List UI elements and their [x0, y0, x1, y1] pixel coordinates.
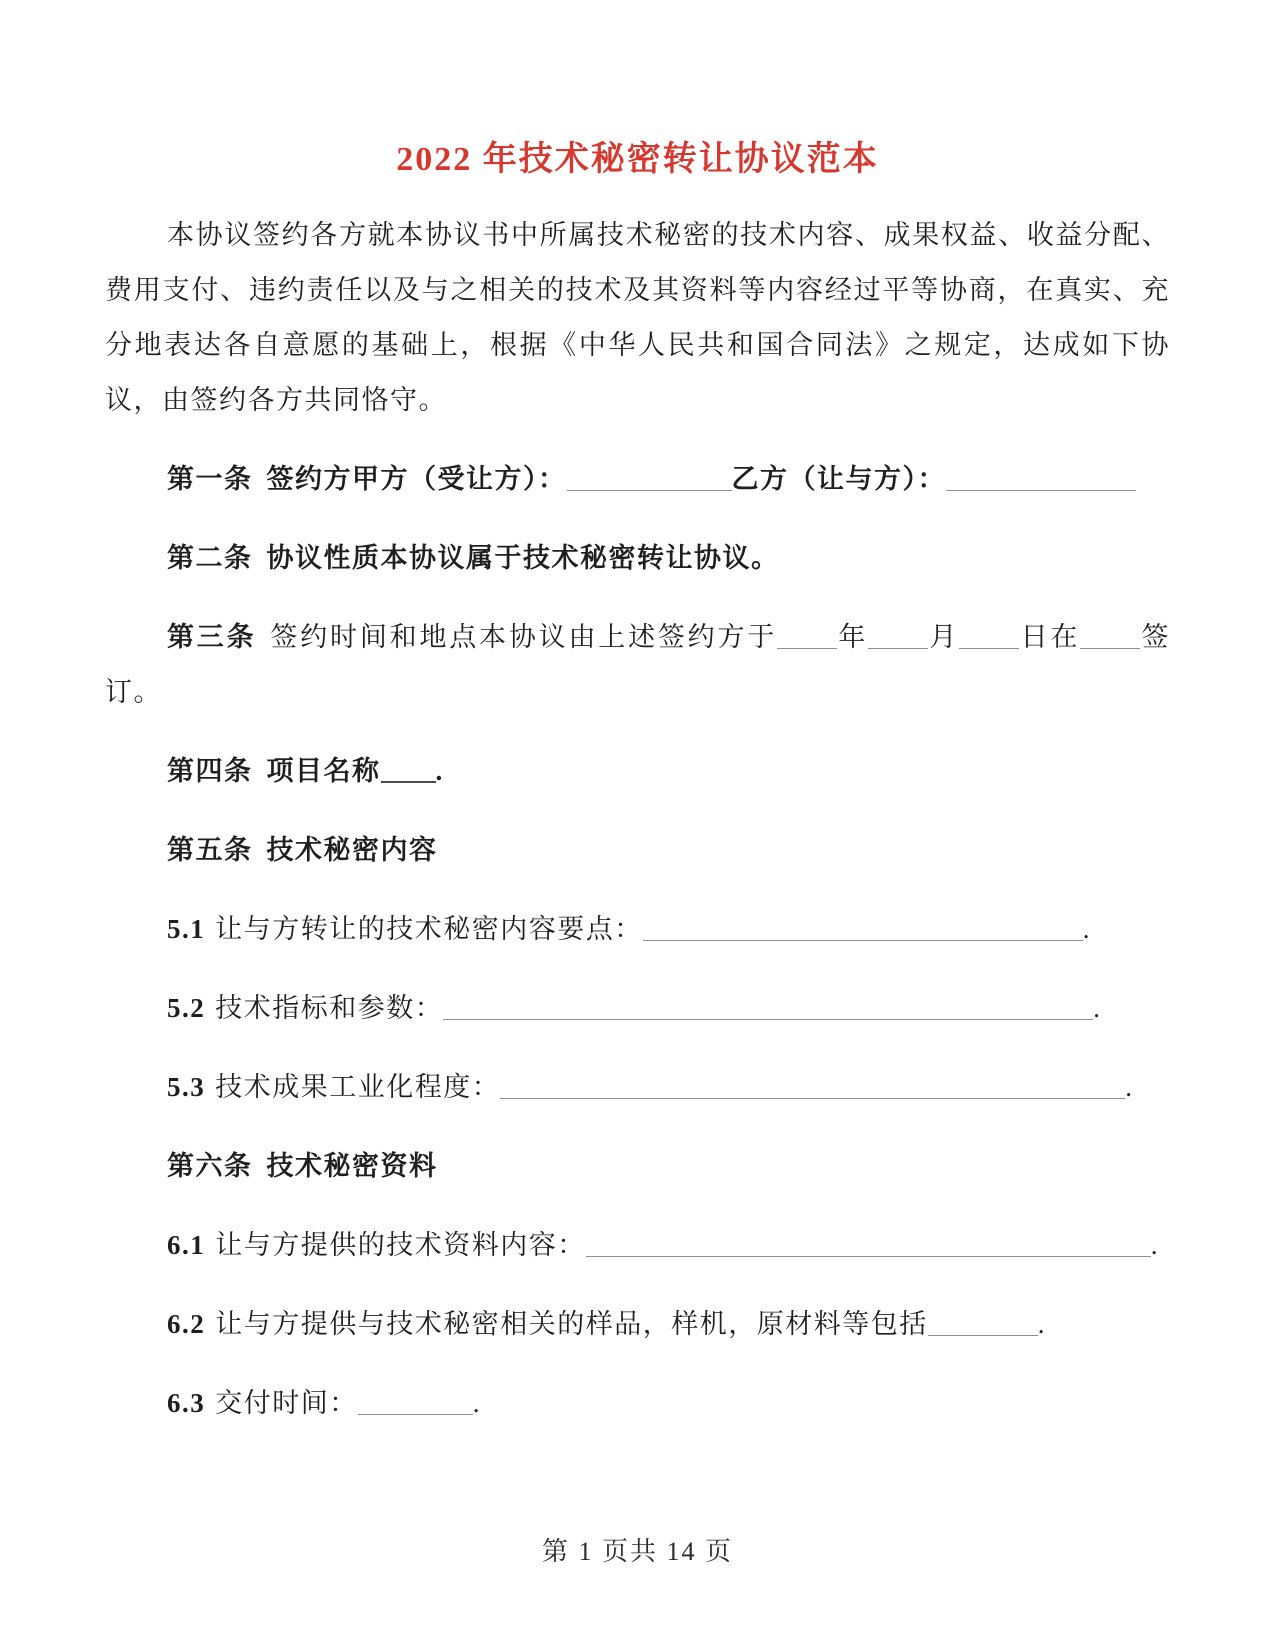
clause-6-text: 技术秘密资料: [266, 1151, 438, 1181]
clause-5: [105, 823, 1170, 878]
item-5-3-period: .: [1125, 1072, 1134, 1102]
blank-line-tech-params: [443, 993, 1093, 1020]
item-5-1-text: 让与方转让的技术秘密内容要点：: [215, 914, 643, 944]
item-6-1-text: 让与方提供的技术资料内容：: [215, 1230, 586, 1260]
intro-paragraph: 本协议签约各方就本协议书中所属技术秘密的技术内容、成果权益、收益分配、费用支付、违约责任以及与之相关的技术及其资料等内容经过平等协商，在真实、充分地表达各自意愿的基础上，根据《中华人民共和国合同法》之规定，达成如下协议，由签约各方共同恪守。: [105, 220, 1170, 415]
item-5-3: [105, 1060, 1170, 1115]
item-6-2-period: .: [1037, 1309, 1046, 1339]
item-5-1-number: 5.1: [167, 914, 206, 944]
item-5-1-period: .: [1082, 914, 1091, 944]
clause-3: [105, 610, 1170, 720]
clause-3-tail-text: 签订。: [105, 622, 1171, 707]
item-5-3-number: 5.3: [167, 1072, 206, 1102]
item-6-2-text: 让与方提供与技术秘密相关的样品，样机，原材料等包括: [215, 1309, 928, 1339]
clause-1-party-b-text: 乙方（让与方）：: [731, 464, 946, 494]
page-number: 第 1 页共 14 页: [541, 1537, 733, 1566]
clause-4-label: 第四条: [167, 756, 253, 786]
item-5-2: [105, 981, 1170, 1036]
clause-1-label: 第一条: [167, 464, 253, 494]
item-6-1-period: .: [1150, 1230, 1159, 1260]
clause-5-label: 第五条: [167, 835, 253, 865]
clause-3-year-text: 年: [837, 622, 869, 652]
item-6-2: [105, 1297, 1170, 1352]
clause-5-text: 技术秘密内容: [266, 835, 438, 865]
blank-line-day: [959, 622, 1019, 649]
item-6-1: [105, 1218, 1170, 1273]
document-title: 2022 年技术秘密转让协议范本: [396, 141, 879, 178]
blank-line-party-a: [567, 464, 732, 491]
clause-4-text: 项目名称: [266, 756, 381, 786]
clause-3-lead-text: 签约时间和地点本协议由上述签约方于: [270, 622, 778, 652]
clause-4-period: .: [435, 756, 444, 786]
blank-line-industrialization: [500, 1072, 1125, 1099]
item-6-3-period: .: [472, 1388, 481, 1418]
clause-1: [105, 452, 1170, 507]
clause-2-label: 第二条: [167, 543, 253, 573]
blank-line-delivery-time: [358, 1388, 473, 1415]
item-6-3: [105, 1376, 1170, 1431]
item-6-3-text: 交付时间：: [215, 1388, 358, 1418]
item-5-1: [105, 902, 1170, 957]
item-6-2-number: 6.2: [167, 1309, 206, 1339]
clause-2: [105, 531, 1170, 586]
item-5-2-number: 5.2: [167, 993, 206, 1023]
blank-line-party-b: [946, 464, 1136, 491]
clause-6: [105, 1139, 1170, 1194]
blank-line-secret-content: [643, 914, 1083, 941]
item-5-2-period: .: [1093, 993, 1102, 1023]
blank-line-project-name: [381, 756, 436, 783]
item-6-3-number: 6.3: [167, 1388, 206, 1418]
blank-line-material-content: [586, 1230, 1151, 1257]
clause-6-label: 第六条: [167, 1151, 253, 1181]
blank-line-samples: [928, 1309, 1038, 1336]
clause-3-label: 第三条: [167, 622, 257, 652]
clause-3-month-text: 月: [928, 622, 960, 652]
item-5-3-text: 技术成果工业化程度：: [215, 1072, 501, 1102]
clause-3-day-text: 日在: [1019, 622, 1081, 652]
blank-line-year: [777, 622, 837, 649]
item-5-2-text: 技术指标和参数：: [215, 993, 444, 1023]
clause-2-text: 协议性质本协议属于技术秘密转让协议。: [266, 543, 780, 573]
blank-line-place: [1080, 622, 1140, 649]
clause-1-party-a-text: 签约方甲方（受让方）：: [266, 464, 567, 494]
item-6-1-number: 6.1: [167, 1230, 206, 1260]
clause-4: [105, 744, 1170, 799]
blank-line-month: [868, 622, 928, 649]
